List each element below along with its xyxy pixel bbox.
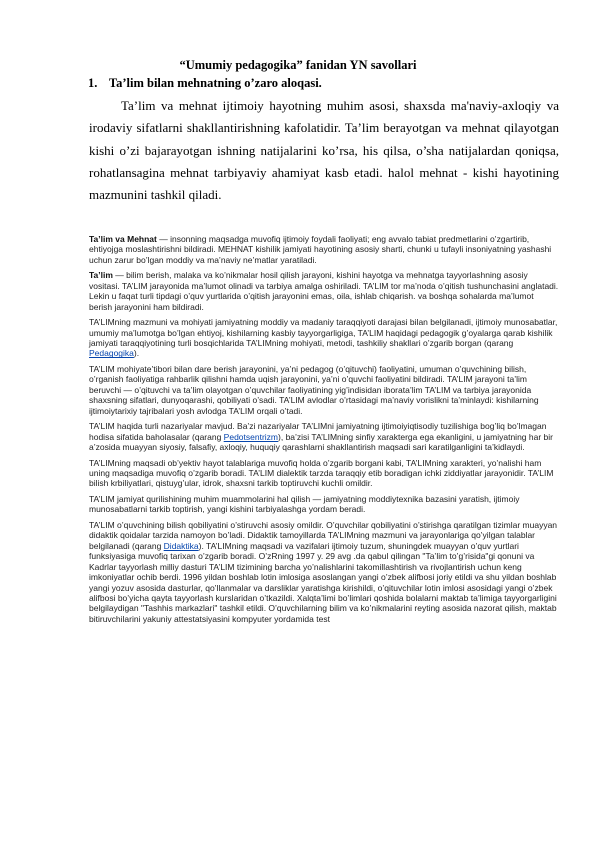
question-heading: [88, 76, 322, 91]
didaktika-link[interactable]: Didaktika: [163, 540, 199, 551]
paragraph-3-after: ).: [133, 348, 140, 359]
pedotsentrizm-link[interactable]: Pedotsentrizm: [223, 431, 279, 442]
paragraph-3: [89, 317, 559, 359]
paragraph-7: TA’LIM jamiyat qurilishining muhim muammolarini hal qilish — jamiyatning moddiytexnika bazasini yaratish, ijtimoiy munosabatlarni tarkib toptirish, yangi kishini tarbiyalashga yordam beradi.: [89, 494, 520, 515]
paragraph-1-text: — insonning maqsadga muvofiq ijtimoiy foydali faoliyati; eng avvalo tabiat predmetlarini o’zgartirib, ehtiyojga moslashtirishni bildiradi. MEHNAT kishilik jamiyati hayotining asosiy sharti, chunki u tufayli insoniyatning yashashi uchun zarur bo’lgan moddiy va ma’naviy ne’matlar yaratiladi.: [89, 234, 552, 265]
intro-section: [89, 95, 559, 206]
paragraph-4: TA’LIM mohiyate’tibori bilan dare berish jarayonini, ya’ni pedagog (o’qituvchi) faoliyatini, umuman o’quvchining bilish, o’rganish faoliyatiga rahbarlik qilishni hamda uqish jarayonini, ya’ni o’quvchi faoliyatini bildiradi. TA’LIM jarayoni ta’lim beruvchi — o’qituvchi va ta’lim olayotgan o’quvchilar faoliyatining yig’indisidan iborata’lim TA’LIM va tarbiya jarayonida shaxsning sifatlari, dunyoqarashi, qobiliyati o’sadi. TA’LIM avlodlar o’rtasidagi ma’naviy vorislikni ta’minlaydi: kishilarning ijtimoiytarixiy tajribalari yosh avlodga TA’LIM orqali o’tadi.: [89, 364, 539, 416]
paragraph-6: TA’LIMning maqsadi ob’yektiv hayot talablariga muvofiq holda o’zgarib borgani kabi, TA’LIMning xarakteri, yo’nalishi ham uning maqsadiga muvofiq o’zgarib boradi. TA’LIM dialektik tarzda taraqqiy etib boradigan ichki ziddiyatlar jarayonidir. TA’LIM bilish krbiliyatlari, qistuyg’ular, idrok, shaxsni tarkib toptiruvchi kuchli omildir.: [89, 457, 554, 489]
question-number: 1.: [88, 76, 98, 90]
paragraph-5-text: TA’LIM haqida turli nazariyalar mavjud. Ba’zi nazariyalar TA’LIMni jamiyatning ijtimoiyiqtisodiy tuzilishiga bog’liq bo’lmagan hodisa sifatida baholasalar (qarang: [89, 421, 547, 442]
document-title: “Umumiy pedagogika” fanidan YN savollari: [179, 58, 417, 72]
pedagogika-link[interactable]: Pedagogika: [89, 348, 134, 359]
question-text: Ta’lim bilan mehnatning o’zaro aloqasi.: [108, 76, 322, 90]
paragraph-8-after: ). TA’LIMning maqsadi va vazifalari ijtimoiy tuzum, shuningdek muayyan o’quv yurtlari funksiyasiga muvofiq tarixan o’zgarib boradi. O’zRning 1997 y. 29 avg .da qabul qilingan "Ta’lim to’g’risida"gi qonuni va Kadrlar tayyorlash milliy dasturi TA’LIM tizimining barcha yo’nalishlarini takomillashtirish va rivojlantirish uchun keng imkoniyatlar ochib berdi. 1996 yildan boshlab lotin imlosiga asoslangan yangi o’zbek alifbosi joriy etildi va shu yildan boshlab yangi yozuv asosida dasturlar, qo’llanmalar va darsliklar yaratishga kirishildi, o’qituvchilar lotin imlosi asosidagi yangi o’zbek alifbosi bo’yicha qayta tayyorlash kurslaridan o’tkazildi. Xalqta’limi bo’limlari qoshida bolalarni maktab ta’limiga tayyorgarligini belgilaydigan "Tashhis markazlari" tashkil etildi. O’quvchilarning bilim va ko’nikmalarini reyting asosida nazorat qilish, maktab bitiruvchilarini yakuniy attestatsiyasini kompyuter yordamida test: [89, 540, 557, 624]
paragraph-5-after: ), ba’zisi TA’LIMning sinfiy xarakterga ega ekanligini, u jamiyatning har bir a’zosida muayyan siyosiy, falsafiy, axloqiy, huquqiy qarashlarni shakllantirish maqsadi sari karatilganligini ta’kidlaydi.: [89, 431, 553, 453]
term-talim-va-mehnat: Ta’lim va Mehnat: [89, 234, 157, 244]
paragraph-1: [89, 234, 559, 265]
intro-paragraph: Ta’lim va mehnat ijtimoiy hayotning muhim asosi, shaxsda ma'naviy-axloqiy va irodaviy sifatlarni shakllantirishning kafolatidir. Ta’lim berayotgan va mehnat qilayotgan kishi o’zi bajarayotgan ishning natijalarini ko’rsa, his qilsa, o’sha natijalardan qoniqsa, rohatlansagina mehnat tarbiyaviy ahamiyat kasb etadi. halol mehnat - kishi hayotining mazmunini tashkil qiladi.: [89, 98, 559, 203]
term-talim: Ta’lim: [89, 270, 113, 281]
paragraph-8-text: TA’LIM o’quvchining bilish qobiliyatini o’stiruvchi asosiy omildir. O’quvchilar qobiliyatini o’stirishga qaratilgan tizimlar muayyan didaktik qoidalar tarzida namoyon bo’ladi. Didaktik tamoyillarda TA’LIMning mazmuni va jarayonlariga qo’yilgan talablar belgilanadi (qarang: [89, 520, 558, 551]
paragraph-3-text: TA’LIMning mazmuni va mohiyati jamiyatning moddiy va madaniy taraqqiyoti darajasi bilan belgilanadi, ijtimoiy munosabatlar, umumiy ma’lumotga bo’lgan ehtiyoj, kishilarning kasbiy tayyorgarligiga, TA’LIM haqidagi pedagogik g’oyalarga qarab kishilik jamiyati taraqqiyotining turli bosqichlarida TA’LIMning mohiyati, metodi, tashkiliy shakllari o’zgarib borgan (qarang: [89, 317, 558, 349]
paragraph-8: [89, 520, 559, 624]
article-section: [89, 234, 559, 629]
paragraph-2-text: — bilim berish, malaka va ko’nikmalar hosil qilish jarayoni, kishini hayotga va mehnatga tayyorlashning asosiy vositasi. TA’LIM jarayonida ma’lumot olinadi va tarbiya amalga oshiriladi. TA’LIM tor ma’noda o’qitish tushunchasini anglatadi. Lekin u faqat turli tipdagi o’quv yurtlarida o’qitish jarayonini emas, oila, ishlab chiqarish. va boshqa sohalarda ma’lumot berish jarayonini ham bildiradi.: [89, 270, 559, 312]
paragraph-5: [89, 421, 559, 452]
paragraph-2: [89, 270, 559, 312]
